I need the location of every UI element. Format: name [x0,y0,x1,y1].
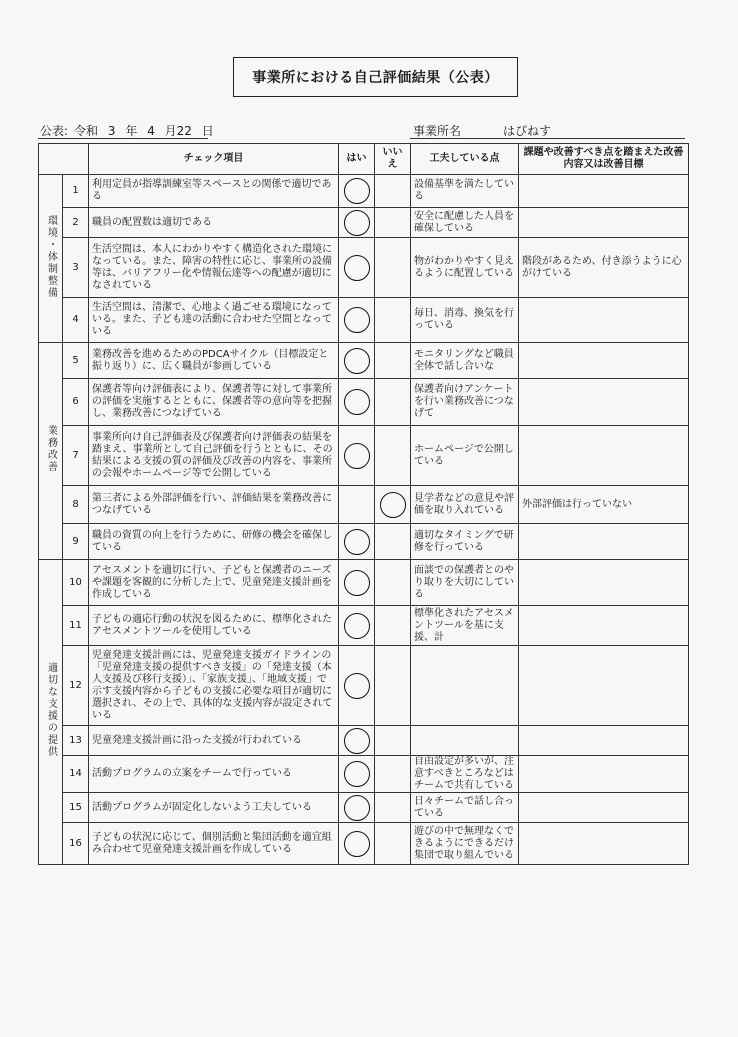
row-number: 9 [63,524,89,560]
no-cell [375,726,411,756]
no-cell [375,208,411,238]
table-row [39,298,689,343]
circle-mark-icon [344,795,370,821]
header-effort: 工夫している点 [411,144,519,175]
effort-text: 適切なタイミングで研修を行っている [411,524,519,560]
office-underline [410,138,685,139]
circle-mark-icon [344,443,370,469]
publication-underline [38,138,208,139]
publication-date [40,122,220,139]
issue-text [519,524,689,560]
table-row [39,175,689,208]
table-row [39,524,689,560]
effort-text: 面談での保護者とのやり取りを大切にしている [411,560,519,606]
yes-cell [339,343,375,379]
header-check-item: チェック項目 [89,144,339,175]
publication-month: 4 [147,124,155,138]
yes-cell [339,606,375,646]
circle-mark-icon [344,389,370,415]
issue-text [519,756,689,793]
check-item-text: 活動プログラムが固定化しないよう工夫している [89,793,339,823]
no-cell [375,238,411,298]
check-item-text: 職員の配置数は適切である [89,208,339,238]
yes-cell [339,756,375,793]
effort-text: 保護者向けアンケートを行い業務改善につなげて [411,379,519,426]
office-name: はぴねす [503,124,552,138]
no-cell [375,379,411,426]
row-number: 11 [63,606,89,646]
check-item-text: 利用定員が指導訓練室等スペースとの関係で適切である [89,175,339,208]
row-number: 4 [63,298,89,343]
issue-text: 外部評価は行っていない [519,486,689,524]
issue-text [519,606,689,646]
category-label-text: 業務改善 [45,425,57,473]
no-cell [375,756,411,793]
yes-cell [339,426,375,486]
issue-text [519,823,689,865]
table-row [39,756,689,793]
effort-text: モニタリングなど職員全体で話し合いな [411,343,519,379]
circle-mark-icon [344,307,370,333]
header-yes: はい [339,144,375,175]
circle-mark-icon [344,831,370,857]
check-item-text: 児童発達支援計画には、児童発達支援ガイドラインの「児童発達支援の提供すべき支援」の「発達支援（本人支援及び移行支援）」、「家族支援」、「地域支援」で示す支援内容から子どもの支援に必要な項目が適切に選択され、その上で、具体的な支援内容が設定されている [89,646,339,726]
yes-cell [339,560,375,606]
publication-label: 公表: [40,124,69,138]
effort-text: 物がわかりやすく見え るように配置している [411,238,519,298]
row-number: 6 [63,379,89,426]
row-number: 15 [63,793,89,823]
publication-day-unit: 日 [201,124,214,138]
no-cell [375,175,411,208]
check-item-text: 生活空間は、清潔で、心地よく過ごせる環境になっている。また、子ども達の活動に合わせた空間となっている [89,298,339,343]
effort-text [411,646,519,726]
check-item-text: アセスメントを適切に行い、子どもと保護者のニーズや課題を客観的に分析した上で、児童発達支援計画を作成している [89,560,339,606]
category-label [39,175,63,343]
yes-cell [339,726,375,756]
issue-text [519,298,689,343]
circle-mark-icon [344,210,370,236]
issue-text [519,646,689,726]
no-cell [375,606,411,646]
yes-cell [339,646,375,726]
effort-text: ホームページで公開している [411,426,519,486]
table-row [39,606,689,646]
table-row [39,486,689,524]
document-title: 事業所における自己評価結果（公表） [233,57,518,97]
category-label [39,343,63,560]
table-row [39,379,689,426]
row-number: 10 [63,560,89,606]
yes-cell [339,823,375,865]
yes-cell [339,486,375,524]
check-item-text: 保護者等向け評価表により、保護者等に対して事業所の評価を実施するとともに、保護者等の意向等を把握し、業務改善につなげている [89,379,339,426]
row-number: 16 [63,823,89,865]
no-cell [375,823,411,865]
table-row [39,560,689,606]
table-row [39,208,689,238]
circle-mark-icon [380,492,406,518]
check-item-text: 子どもの状況に応じて、個別活動と集団活動を適宜組み合わせて児童発達支援計画を作成している [89,823,339,865]
row-number: 7 [63,426,89,486]
row-number: 2 [63,208,89,238]
no-cell [375,426,411,486]
no-cell [375,486,411,524]
issue-text [519,560,689,606]
no-cell [375,343,411,379]
header-blank [39,144,89,175]
effort-text: 標準化されたアセスメントツールを基に支援、計 [411,606,519,646]
category-label-text: 適切な支援の提供 [45,662,57,758]
check-item-text: 職員の資質の向上を行うために、研修の機会を確保している [89,524,339,560]
effort-text: 毎日、消毒、換気を行っている [411,298,519,343]
header-issues: 課題や改善すべき点を踏まえた改善内容又は改善目標 [519,144,689,175]
no-cell [375,560,411,606]
issue-text [519,175,689,208]
circle-mark-icon [344,348,370,374]
table-header-row [39,144,689,175]
check-item-text: 業務改善を進めるためのPDCAサイクル（目標設定と振り返り）に、広く職員が参画している [89,343,339,379]
row-number: 5 [63,343,89,379]
header-no: いいえ [375,144,411,175]
check-item-text: 子どもの適応行動の状況を図るために、標準化されたアセスメントツールを使用している [89,606,339,646]
effort-text: 設備基準を満たしている [411,175,519,208]
check-item-text: 活動プログラムの立案をチームで行っている [89,756,339,793]
table-row [39,238,689,298]
no-cell [375,298,411,343]
effort-text [411,726,519,756]
effort-text: 見学者などの意見や評価を取り入れている [411,486,519,524]
check-item-text: 第三者による外部評価を行い、評価結果を業務改善につなげている [89,486,339,524]
check-item-text: 児童発達支援計画に沿った支援が行われている [89,726,339,756]
yes-cell [339,298,375,343]
row-number: 8 [63,486,89,524]
row-number: 3 [63,238,89,298]
no-cell [375,524,411,560]
circle-mark-icon [344,529,370,555]
circle-mark-icon [344,761,370,787]
no-cell [375,646,411,726]
table-row [39,646,689,726]
yes-cell [339,379,375,426]
yes-cell [339,793,375,823]
issue-text [519,793,689,823]
evaluation-table [38,143,689,865]
row-number: 14 [63,756,89,793]
no-cell [375,793,411,823]
effort-text: 遊びの中で無理なくできるようにできるだけ集団で取り組んでいる [411,823,519,865]
yes-cell [339,238,375,298]
circle-mark-icon [344,255,370,281]
check-item-text: 生活空間は、本人にわかりやすく構造化された環境になっている。また、障害の特性に応じ、事業所の設備等は、バリアフリー化や情報伝達等への配慮が適切になされている [89,238,339,298]
issue-text: 階段があるため、付き添うように心がけている [519,238,689,298]
category-label [39,560,63,865]
yes-cell [339,175,375,208]
publication-era: 令和 [74,124,99,138]
issue-text [519,343,689,379]
office-name-line [413,122,683,139]
yes-cell [339,524,375,560]
issue-text [519,208,689,238]
table-row [39,793,689,823]
check-item-text: 事業所向け自己評価表及び保護者向け評価表の結果を踏まえ、事業所として自己評価を行うとともに、その結果による支援の質の評価及び改善の内容を、事業所の会報やホームページ等で公開している [89,426,339,486]
effort-text: 自由設定が多いが、注意すべきところなどはチームで共有している [411,756,519,793]
publication-month-unit: 月22 [164,124,192,138]
circle-mark-icon [344,728,370,754]
category-label-text: 環境・体制整備 [45,214,57,299]
table-row [39,726,689,756]
issue-text [519,379,689,426]
table-row [39,823,689,865]
circle-mark-icon [344,673,370,699]
issue-text [519,726,689,756]
circle-mark-icon [344,570,370,596]
yes-cell [339,208,375,238]
row-number: 12 [63,646,89,726]
circle-mark-icon [344,613,370,639]
office-label: 事業所名 [413,124,462,138]
table-row [39,343,689,379]
table-row [39,426,689,486]
publication-year-unit: 年 [125,124,138,138]
issue-text [519,426,689,486]
row-number: 1 [63,175,89,208]
effort-text: 安全に配慮した人員を確保している [411,208,519,238]
publication-year: 3 [107,124,116,138]
effort-text: 日々チームで話し合っている [411,793,519,823]
row-number: 13 [63,726,89,756]
circle-mark-icon [344,178,370,204]
